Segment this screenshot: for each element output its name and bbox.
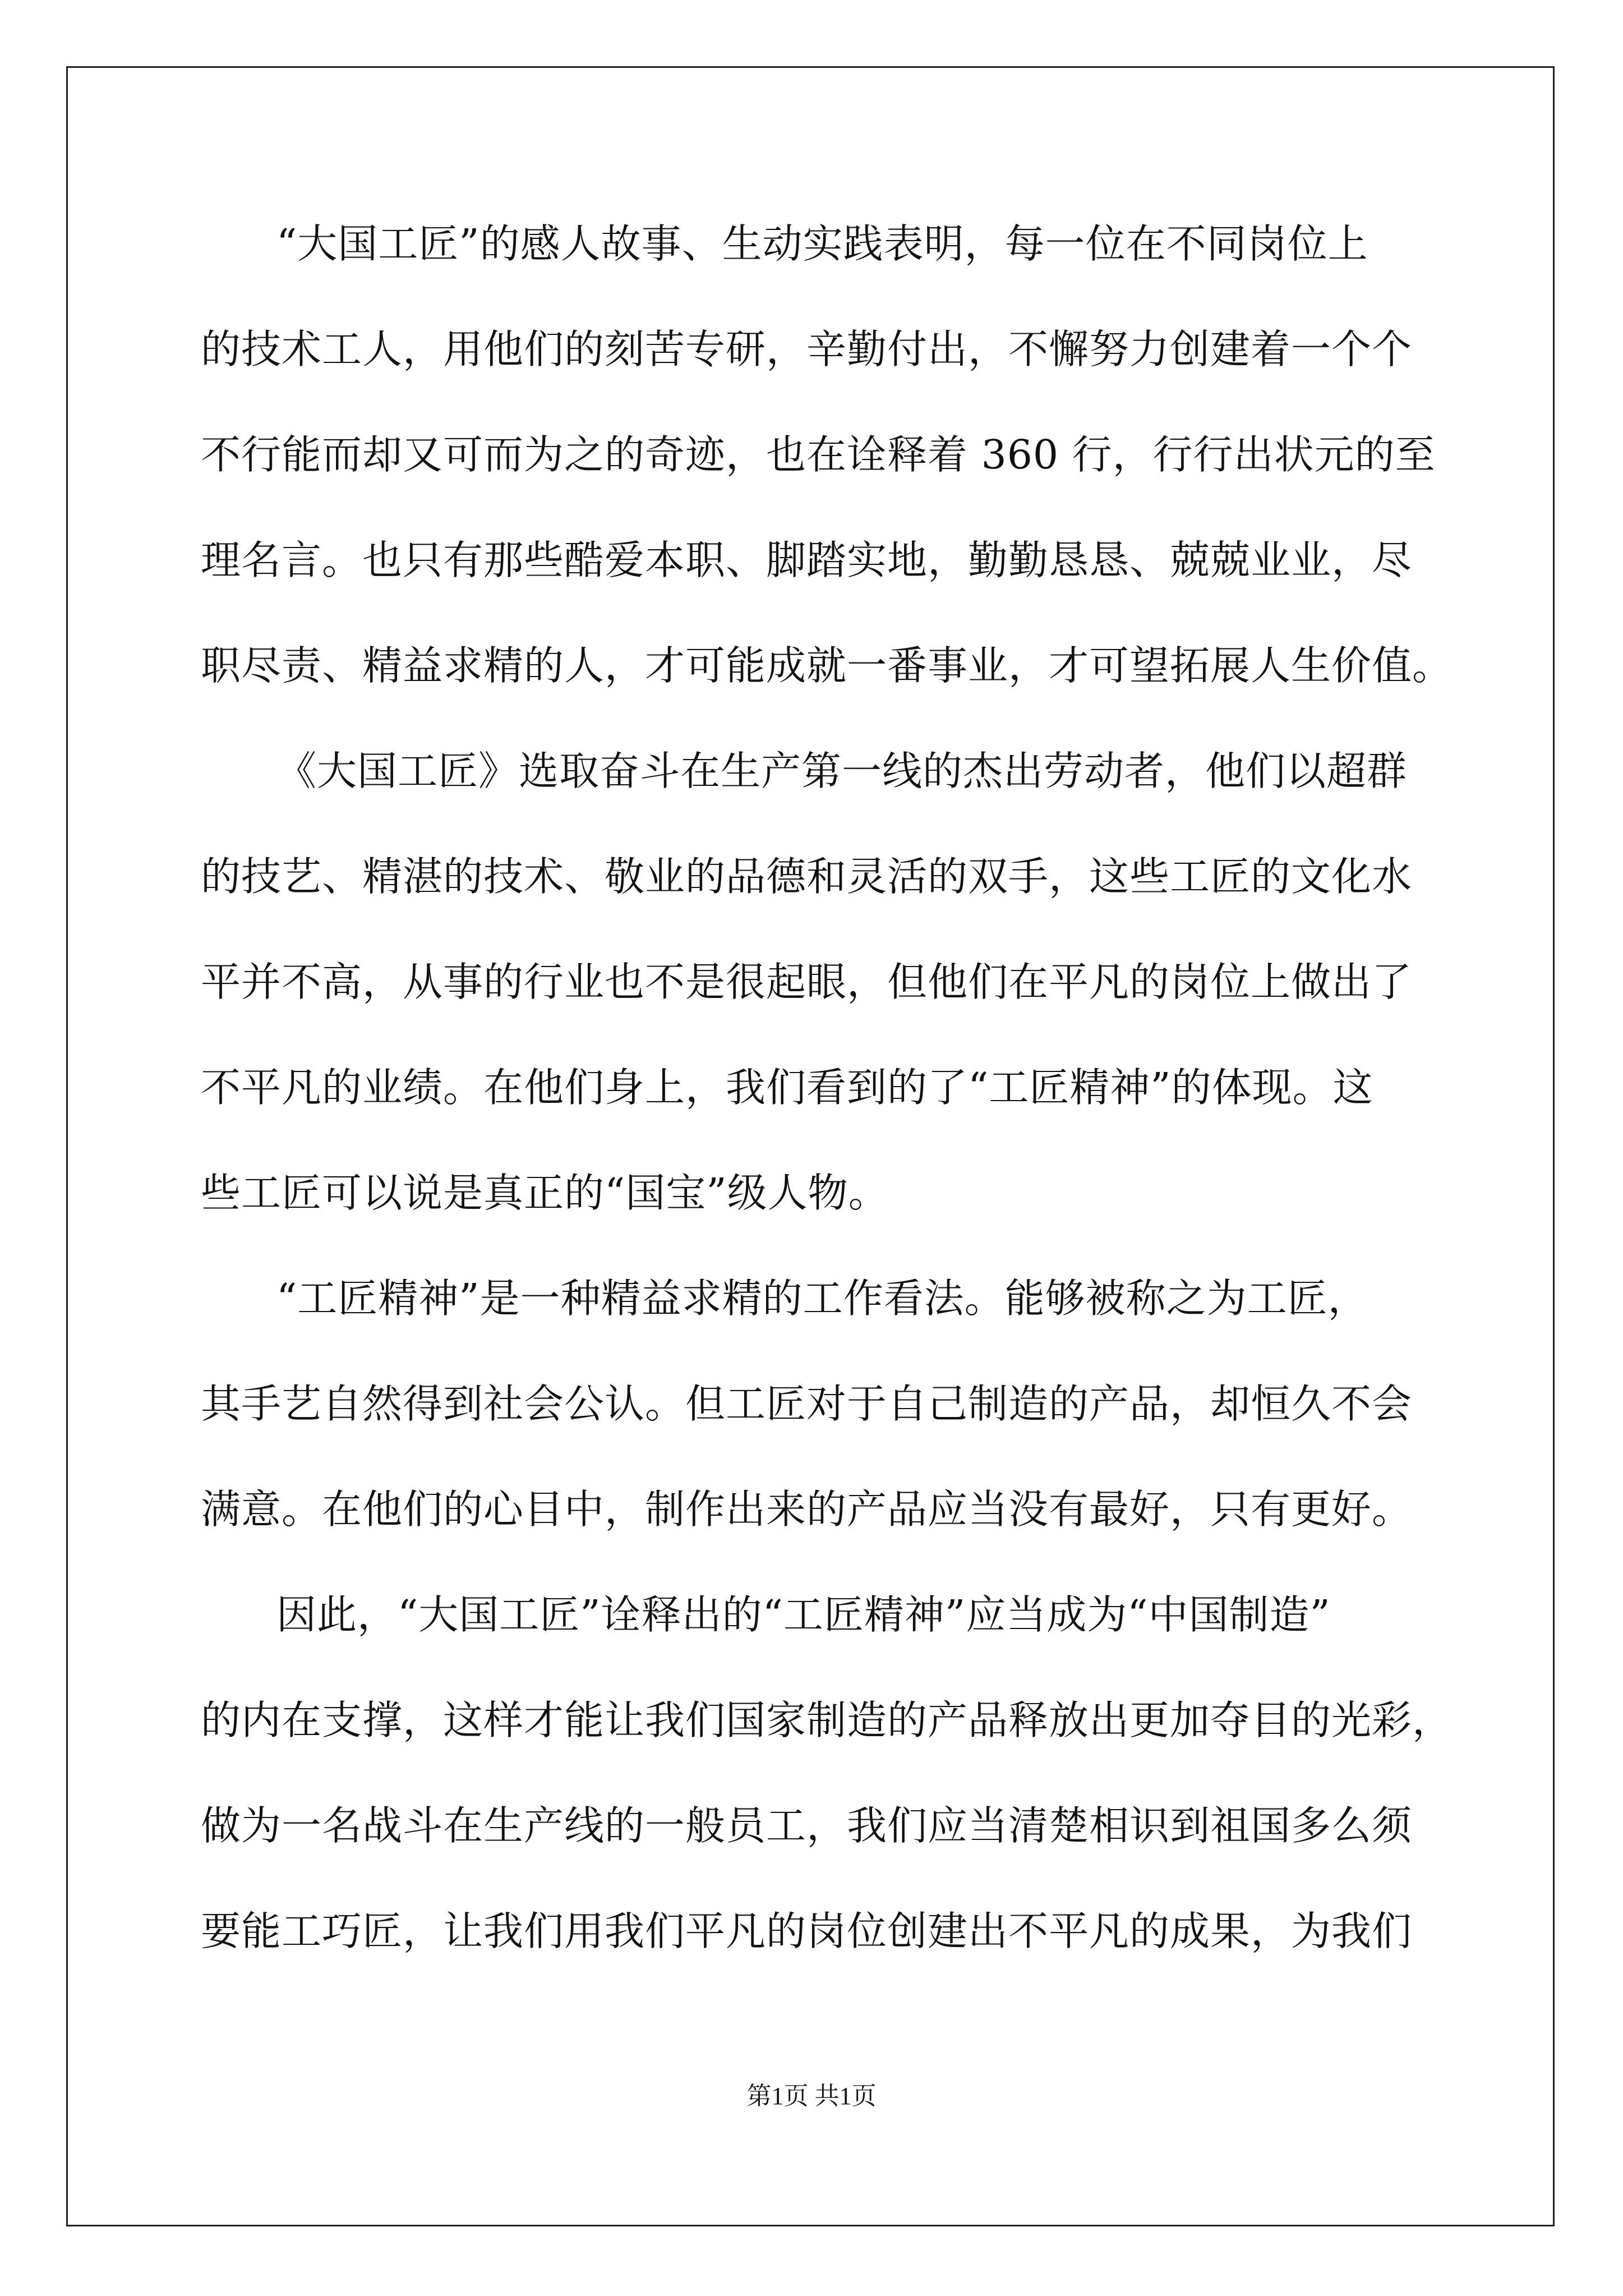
line-13: 满意。在他们的心目中，制作出来的产品应当没有最好，只有更好。 [201, 1486, 1413, 1533]
line-8: 平并不高，从事的行业也不是很起眼，但他们在平凡的岗位上做出了 [201, 959, 1413, 1005]
line-3: 不行能而却又可而为之的奇迹，也在诠释着 360 行，行行出状元的至 [201, 431, 1436, 478]
page-number-footer: 第1页 共1页 [746, 2082, 877, 2110]
line-9: 不平凡的业绩。在他们身上，我们看到的了“工匠精神”的体现。这 [201, 1064, 1373, 1111]
line-2: 的技术工人，用他们的刻苦专研，辛勤付出，不懈努力创建着一个个 [201, 326, 1413, 372]
line-15: 的内在支撑，这样才能让我们国家制造的产品释放出更加夺目的光彩， [201, 1697, 1453, 1743]
line-7: 的技艺、精湛的技术、敬业的品德和灵活的双手，这些工匠的文化水 [201, 853, 1413, 900]
line-11: “工匠精神”是一种精益求精的工作看法。能够被称之为工匠， [276, 1275, 1368, 1322]
line-12: 其手艺自然得到社会公认。但工匠对于自己制造的产品，却恒久不会 [201, 1381, 1413, 1427]
line-10: 些工匠可以说是真正的“国宝”级人物。 [201, 1170, 889, 1216]
line-14: 因此，“大国工匠”诠释出的“工匠精神”应当成为“中国制造” [276, 1591, 1331, 1638]
line-16: 做为一名战斗在生产线的一般员工，我们应当清楚相识到祖国多么须 [201, 1802, 1413, 1849]
line-1: “大国工匠”的感人故事、生动实践表明，每一位在不同岗位上 [276, 220, 1368, 267]
line-5: 职尽责、精益求精的人，才可能成就一番事业，才可望拓展人生价值。 [201, 642, 1453, 689]
page-border [66, 66, 1555, 2226]
line-6: 《大国工匠》选取奋斗在生产第一线的杰出劳动者，他们以超群 [276, 748, 1408, 794]
line-4: 理名言。也只有那些酷爱本职、脚踏实地，勤勤恳恳、兢兢业业，尽 [201, 537, 1413, 583]
line-17: 要能工巧匠，让我们用我们平凡的岗位创建出不平凡的成果，为我们 [201, 1908, 1413, 1954]
